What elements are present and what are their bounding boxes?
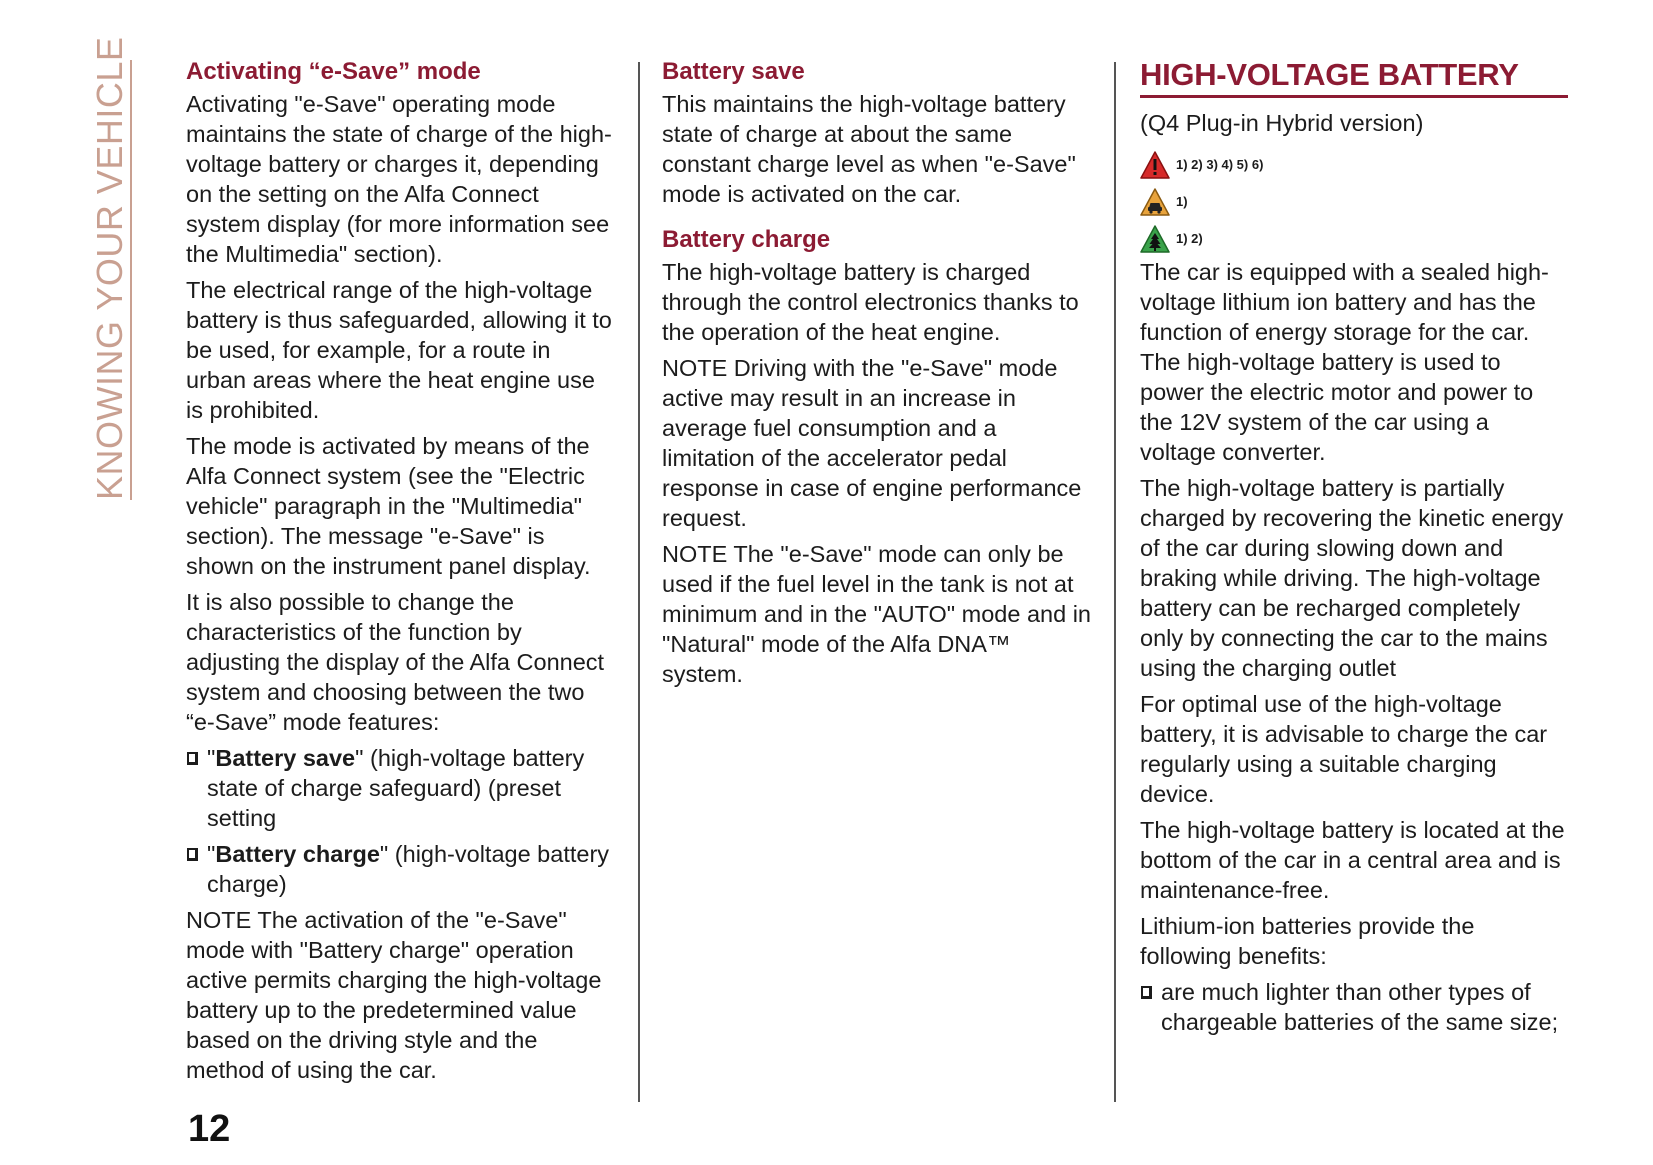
environment-refs: 1) 2) (1176, 230, 1203, 246)
paragraph: The high-voltage battery is partially charged by recovering the kinetic energy of the car during slowing down and braking while driving. The high-voltage battery can be recharged completely only by connecting the car to the mains using the charging outlet (1140, 475, 1564, 681)
paragraph: It is also possible to change the characteristics of the function by adjusting the display of the Alfa Connect system and choosing between the two “e-Save” mode features: (186, 589, 605, 735)
tree-environment-icon (1140, 225, 1170, 253)
bullet-text: "Battery save" (high-voltage battery state of charge safeguard) (preset setting (207, 745, 585, 831)
heading-battery-charge: Battery charge (662, 226, 831, 253)
note: NOTE The "e-Save" mode can only be used if the fuel level in the tank is not at minimum and in the "AUTO" mode and in "Natural" mode of the Alfa DNA™ system. (662, 541, 1092, 687)
column-2 (662, 57, 1094, 695)
environment-references (1140, 220, 1568, 257)
paragraph: The electrical range of the high-voltage battery is thus safeguarded, allowing it to be used, for example, for a route in urban areas where the heat engine use is prohibited. (186, 277, 612, 423)
bullet-text: are much lighter than other types of chargeable batteries of the same size; (1161, 979, 1559, 1035)
side-section-label (89, 36, 132, 500)
paragraph: Lithium-ion batteries provide the following benefits: (1140, 913, 1475, 969)
paragraph: The mode is activated by means of the Alfa Connect system (see the "Electric vehicle" paragraph in the "Multimedia" section). The message "e-Save" is shown on the instrument panel display. (186, 433, 591, 579)
side-section-label-text: KNOWING YOUR VEHICLE (89, 36, 130, 500)
paragraph: This maintains the high-voltage battery state of charge at about the same constant charge level as when "e-Save" mode is activated on the car. (662, 91, 1076, 207)
heading-activating-esave: Activating “e-Save” mode (186, 58, 481, 85)
column-3 (1140, 57, 1568, 1043)
section-subtitle: (Q4 Plug-in Hybrid version) (1140, 110, 1424, 136)
caution-refs: 1) (1176, 193, 1188, 209)
warning-triangle-icon (1140, 151, 1170, 179)
caution-references (1140, 183, 1568, 220)
heading-battery-save: Battery save (662, 58, 805, 85)
paragraph: The car is equipped with a sealed high-voltage lithium ion battery and has the function of energy storage for the car. The high-voltage battery is used to power the electric motor and power to the 12V system of the car using a voltage converter. (1140, 259, 1549, 465)
column-divider-2 (1114, 62, 1116, 1102)
bullet-text: "Battery charge" (high-voltage battery charge) (207, 841, 610, 897)
paragraph: The high-voltage battery is charged through the control electronics thanks to the operation of the heat engine. (662, 259, 1079, 345)
bullet-item-battery-charge (186, 839, 616, 899)
paragraph: For optimal use of the high-voltage battery, it is advisable to charge the car regularly using a suitable charging device. (1140, 691, 1548, 807)
note: NOTE Driving with the "e-Save" mode active may result in an increase in average fuel consumption and a limitation of the accelerator pedal response in case of engine performance request. (662, 355, 1082, 531)
warning-refs: 1) 2) 3) 4) 5) 6) (1176, 156, 1264, 172)
checkbox-bullet-icon (1141, 986, 1152, 999)
paragraph: Activating "e-Save" operating mode maintains the state of charge of the high-voltage battery or charges it, depending on the setting on the Alfa Connect system display (for more information see the Multimedia" section). (186, 91, 612, 267)
page-number: 12 (188, 1108, 231, 1150)
column-divider-1 (638, 62, 640, 1102)
checkbox-bullet-icon (187, 848, 198, 861)
car-caution-icon (1140, 188, 1170, 216)
bullet-item-battery-save (186, 743, 616, 833)
warning-references (1140, 146, 1568, 183)
column-1 (186, 57, 616, 1091)
checkbox-bullet-icon (187, 752, 198, 765)
note: NOTE The activation of the "e-Save" mode with "Battery charge" operation active permits charging the high-voltage battery up to the predetermined value based on the driving style and the method of using the car. (186, 907, 602, 1083)
paragraph: The high-voltage battery is located at the bottom of the car in a central area and is maintenance-free. (1140, 817, 1565, 903)
bullet-item-lighter (1140, 977, 1568, 1037)
section-title: HIGH-VOLTAGE BATTERY (1140, 57, 1568, 98)
